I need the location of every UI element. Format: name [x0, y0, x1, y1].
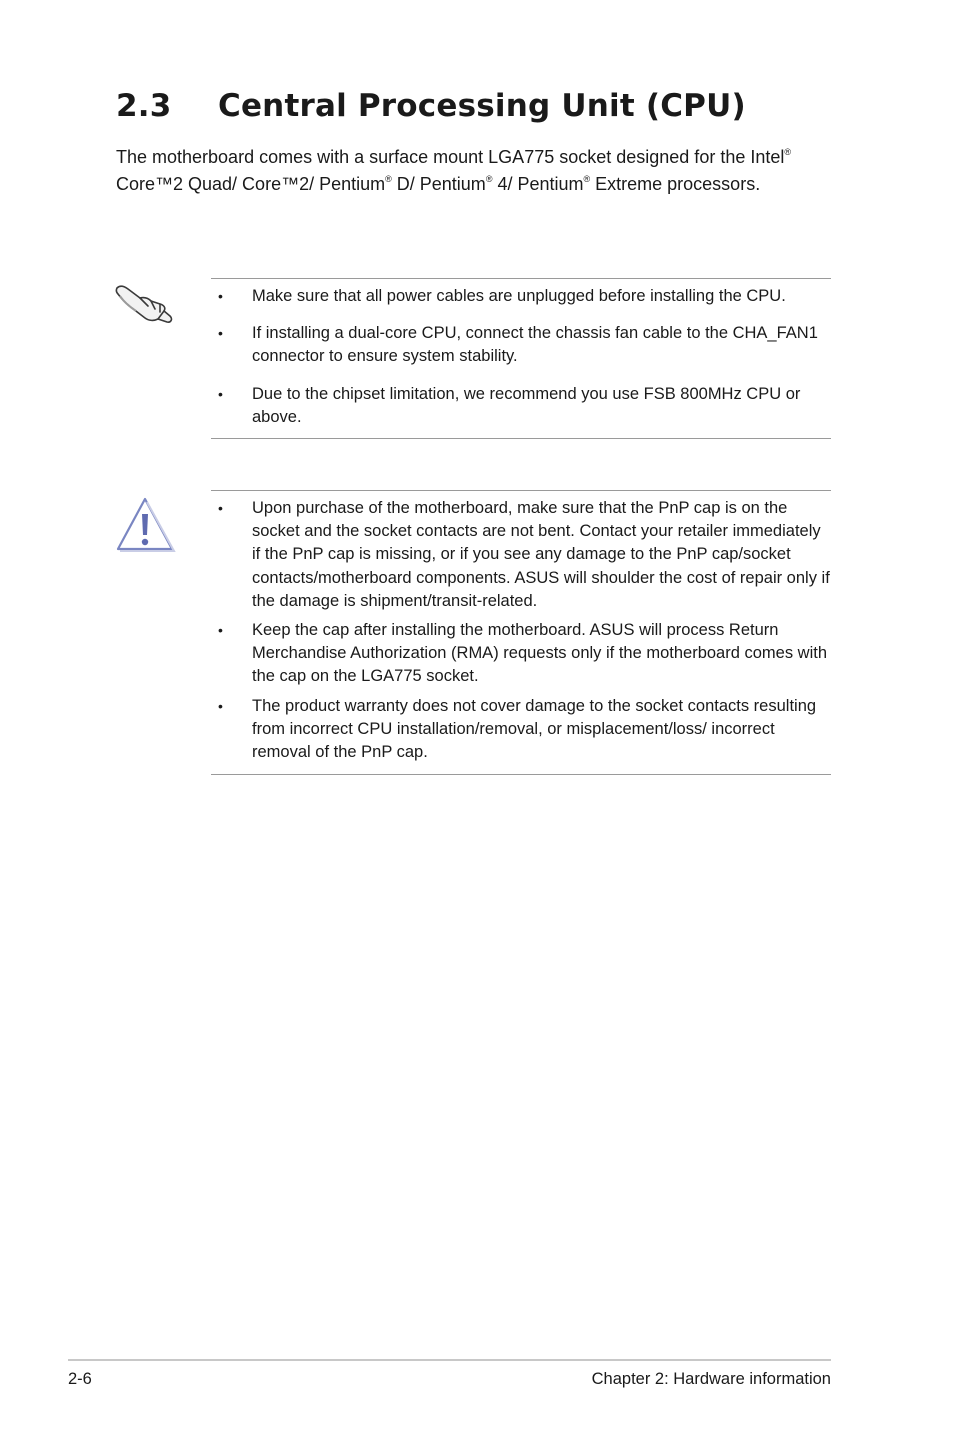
caution-item-text: Keep the cap after installing the motherboard. ASUS will process Return Merchandise Authorization (RMA) requests only if the motherboard comes with the cap on the LGA775 socket.: [252, 621, 828, 686]
note-item-text: Due to the chipset limitation, we recommend you use FSB 800MHz CPU or above.: [252, 384, 801, 426]
bullet: •: [218, 622, 223, 639]
intro-paragraph: [116, 144, 816, 197]
note-list: [211, 279, 831, 429]
intro-text-2: Core™2 Quad/ Core™2/ Pentium: [116, 173, 386, 194]
registered-mark: ®: [485, 173, 493, 184]
pointing-hand-icon: [114, 280, 174, 326]
bullet: •: [218, 288, 223, 304]
list-item: [211, 619, 831, 689]
chapter-title: Chapter 2: Hardware information: [591, 1370, 831, 1388]
list-item: [211, 695, 831, 765]
caution-list: [211, 491, 831, 764]
intro-text-4: 4/ Pentium: [492, 173, 584, 194]
section-heading: [116, 88, 746, 124]
caution-item-text: The product warranty does not cover damage to the socket contacts resulting from incorrect CPU installation/removal, or misplacement/loss/ incorrect removal of the PnP cap.: [252, 696, 817, 762]
list-item: [211, 383, 831, 429]
list-item: [211, 285, 831, 308]
caution-item-text: Upon purchase of the motherboard, make sure that the PnP cap is on the socket and the socket contacts are not bent. Contact your retailer immediately if the PnP cap is missing, or if you see any damage to the PnP cap/socket contacts/motherboard components. ASUS will shoulder the cost of repair only if the damage is shipment/transit-related.: [252, 499, 830, 610]
intro-text-5: Extreme processors.: [590, 173, 761, 194]
registered-mark: ®: [784, 147, 792, 157]
warning-triangle-icon: [114, 494, 176, 554]
registered-mark: ®: [583, 173, 591, 184]
list-item: [211, 497, 831, 613]
note-box: [211, 278, 831, 439]
intro-text-1: The motherboard comes with a surface mount LGA775 socket designed for the Intel: [116, 147, 785, 167]
section-number: 2.3: [116, 88, 172, 124]
list-item: [211, 322, 831, 368]
footer-divider: [68, 1359, 831, 1361]
bullet: •: [218, 697, 223, 714]
bullet: •: [218, 325, 223, 342]
registered-mark: ®: [385, 173, 392, 184]
bullet: •: [218, 500, 223, 516]
note-item-text: Make sure that all power cables are unplugged before installing the CPU.: [252, 287, 786, 305]
bullet: •: [218, 385, 223, 402]
page-number: 2-6: [68, 1370, 92, 1388]
note-item-text: If installing a dual-core CPU, connect the chassis fan cable to the CHA_FAN1 connector to ensure system stability.: [252, 324, 818, 366]
intro-text-3: D/ Pentium: [391, 173, 486, 194]
section-title: Central Processing Unit (CPU): [218, 88, 746, 124]
caution-box: [211, 490, 831, 775]
